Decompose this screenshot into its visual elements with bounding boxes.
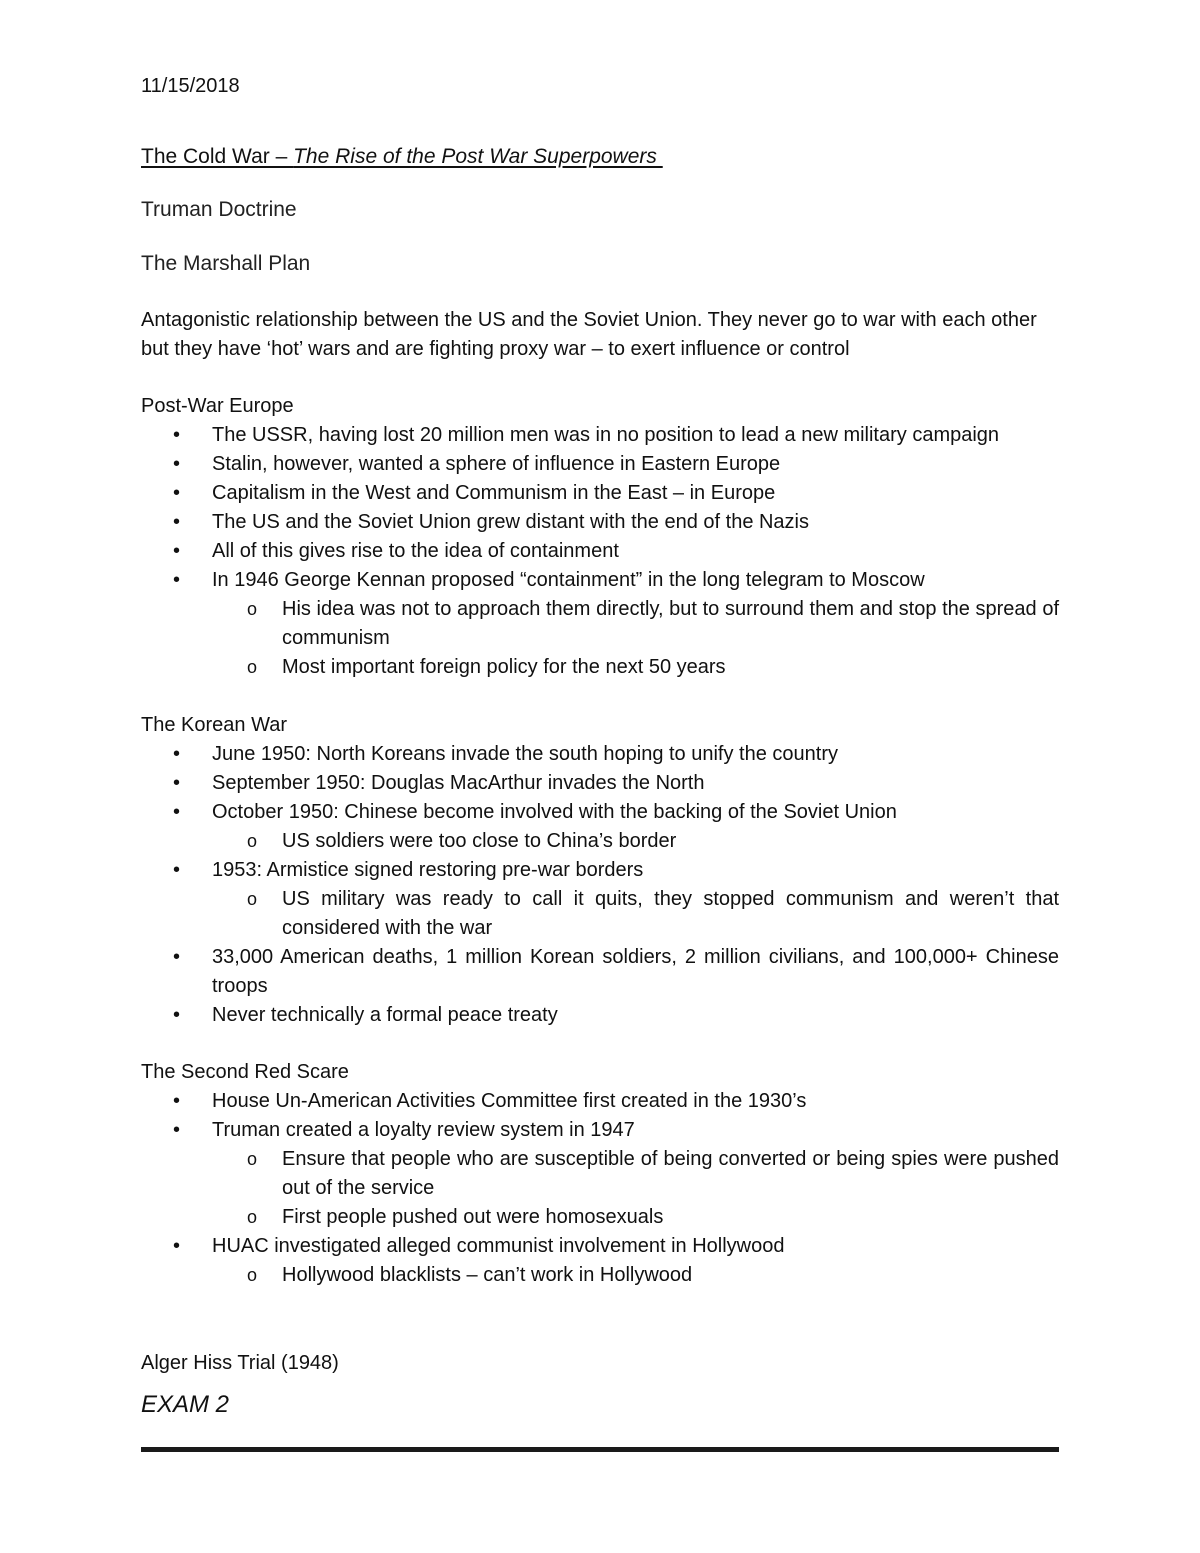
list-item-text: Capitalism in the West and Communism in the East – in Europe bbox=[212, 482, 776, 504]
sub-list-item-text: US military was ready to call it quits, they stopped communism and weren’t that considered with the war bbox=[282, 888, 1059, 939]
page-title bbox=[141, 142, 663, 172]
sub-list-item-text: US soldiers were too close to China’s border bbox=[282, 830, 677, 852]
list-item-text: Truman created a loyalty review system in 1947 bbox=[212, 1119, 635, 1141]
date: 11/15/2018 bbox=[141, 75, 240, 97]
list-item-text: Never technically a formal peace treaty bbox=[212, 1004, 558, 1026]
section-korean-war bbox=[141, 711, 1059, 1030]
bullet-icon: • bbox=[173, 511, 181, 533]
sub-bullet-list bbox=[212, 1261, 1059, 1290]
circle-bullet-icon: o bbox=[247, 599, 258, 619]
subheading-marshall-plan: The Marshall Plan bbox=[141, 252, 311, 275]
list-item-text: October 1950: Chinese become involved with the backing of the Soviet Union bbox=[212, 801, 897, 823]
sub-bullet-list bbox=[212, 827, 1059, 856]
list-item bbox=[141, 856, 1059, 943]
list-item bbox=[141, 943, 1059, 1001]
bullet-icon: • bbox=[173, 540, 181, 562]
list-item-text: The USSR, having lost 20 million men was in no position to lead a new military campaign bbox=[212, 424, 1000, 446]
list-item bbox=[141, 1116, 1059, 1232]
sub-list-item bbox=[212, 885, 1059, 943]
alger-hiss-trial-heading: Alger Hiss Trial (1948) bbox=[141, 1352, 339, 1374]
circle-bullet-icon: o bbox=[247, 1265, 258, 1285]
sub-list-item-text: Hollywood blacklists – can’t work in Hollywood bbox=[282, 1264, 693, 1286]
circle-bullet-icon: o bbox=[247, 1149, 258, 1169]
sub-list-item-text: His idea was not to approach them directly, but to surround them and stop the spread of communism bbox=[282, 598, 1059, 649]
sub-bullet-list bbox=[212, 1145, 1059, 1232]
section-second-red-scare bbox=[141, 1058, 1059, 1290]
circle-bullet-icon: o bbox=[247, 831, 258, 851]
list-item-text: HUAC investigated alleged communist involvement in Hollywood bbox=[212, 1235, 785, 1257]
bullet-icon: • bbox=[173, 424, 181, 446]
list-item-text: House Un-American Activities Committee first created in the 1930’s bbox=[212, 1090, 807, 1112]
bullet-icon: • bbox=[173, 743, 181, 765]
bullet-icon: • bbox=[173, 482, 181, 504]
list-item-text: 33,000 American deaths, 1 million Korean soldiers, 2 million civilians, and 100,000+ Chinese troops bbox=[212, 946, 1059, 997]
bullet-list bbox=[141, 1087, 1059, 1290]
section-heading: The Second Red Scare bbox=[141, 1061, 349, 1083]
bullet-icon: • bbox=[173, 1090, 181, 1112]
list-item bbox=[141, 508, 1059, 537]
bullet-icon: • bbox=[173, 772, 181, 794]
bullet-icon: • bbox=[173, 1119, 181, 1141]
circle-bullet-icon: o bbox=[247, 657, 258, 677]
sub-list-item bbox=[212, 1203, 1059, 1232]
bullet-icon: • bbox=[173, 1235, 181, 1257]
list-item-text: June 1950: North Koreans invade the south hoping to unify the country bbox=[212, 743, 838, 765]
subheading-truman-doctrine: Truman Doctrine bbox=[141, 198, 297, 221]
section-heading: The Korean War bbox=[141, 714, 287, 736]
sub-list-item bbox=[212, 1145, 1059, 1203]
section-post-war-europe bbox=[141, 392, 1059, 682]
list-item bbox=[141, 421, 1059, 450]
list-item bbox=[141, 537, 1059, 566]
list-item-text: 1953: Armistice signed restoring pre-war borders bbox=[212, 859, 644, 881]
sub-list-item-text: Most important foreign policy for the next 50 years bbox=[282, 656, 726, 678]
list-item-text: All of this gives rise to the idea of containment bbox=[212, 540, 619, 562]
sub-list-item bbox=[212, 1261, 1059, 1290]
list-item-text: In 1946 George Kennan proposed “containment” in the long telegram to Moscow bbox=[212, 569, 925, 591]
bullet-icon: • bbox=[173, 859, 181, 881]
list-item bbox=[141, 769, 1059, 798]
list-item-text: September 1950: Douglas MacArthur invades the North bbox=[212, 772, 705, 794]
list-item bbox=[141, 1001, 1059, 1030]
sub-list-item bbox=[212, 653, 1059, 682]
bullet-icon: • bbox=[173, 453, 181, 475]
intro-paragraph: Antagonistic relationship between the US and the Soviet Union. They never go to war with each other but they have ‘hot’ wars and are fighting proxy war – to exert influence or control bbox=[141, 309, 1037, 360]
sub-list-item-text: First people pushed out were homosexuals bbox=[282, 1206, 664, 1228]
list-item bbox=[141, 1232, 1059, 1290]
title-main: The Cold War – bbox=[141, 145, 294, 168]
bullet-icon: • bbox=[173, 946, 181, 968]
bullet-list bbox=[141, 421, 1059, 682]
footer-divider bbox=[141, 1447, 1059, 1452]
list-item-text: Stalin, however, wanted a sphere of influence in Eastern Europe bbox=[212, 453, 781, 475]
sub-list-item bbox=[212, 595, 1059, 653]
sub-list-item bbox=[212, 827, 1059, 856]
bullet-icon: • bbox=[173, 801, 181, 823]
circle-bullet-icon: o bbox=[247, 1207, 258, 1227]
title-subtitle: The Rise of the Post War Superpowers bbox=[293, 145, 663, 168]
section-heading: Post-War Europe bbox=[141, 395, 294, 417]
list-item bbox=[141, 798, 1059, 856]
bullet-list bbox=[141, 740, 1059, 1030]
list-item-text: The US and the Soviet Union grew distant with the end of the Nazis bbox=[212, 511, 810, 533]
bullet-icon: • bbox=[173, 569, 181, 591]
list-item bbox=[141, 479, 1059, 508]
list-item bbox=[141, 1087, 1059, 1116]
list-item bbox=[141, 740, 1059, 769]
sub-bullet-list bbox=[212, 885, 1059, 943]
sub-list-item-text: Ensure that people who are susceptible of being converted or being spies were pushed out of the service bbox=[282, 1148, 1059, 1199]
exam-label: EXAM 2 bbox=[141, 1391, 230, 1418]
bullet-icon: • bbox=[173, 1004, 181, 1026]
sub-bullet-list bbox=[212, 595, 1059, 682]
list-item bbox=[141, 566, 1059, 682]
list-item bbox=[141, 450, 1059, 479]
circle-bullet-icon: o bbox=[247, 889, 258, 909]
